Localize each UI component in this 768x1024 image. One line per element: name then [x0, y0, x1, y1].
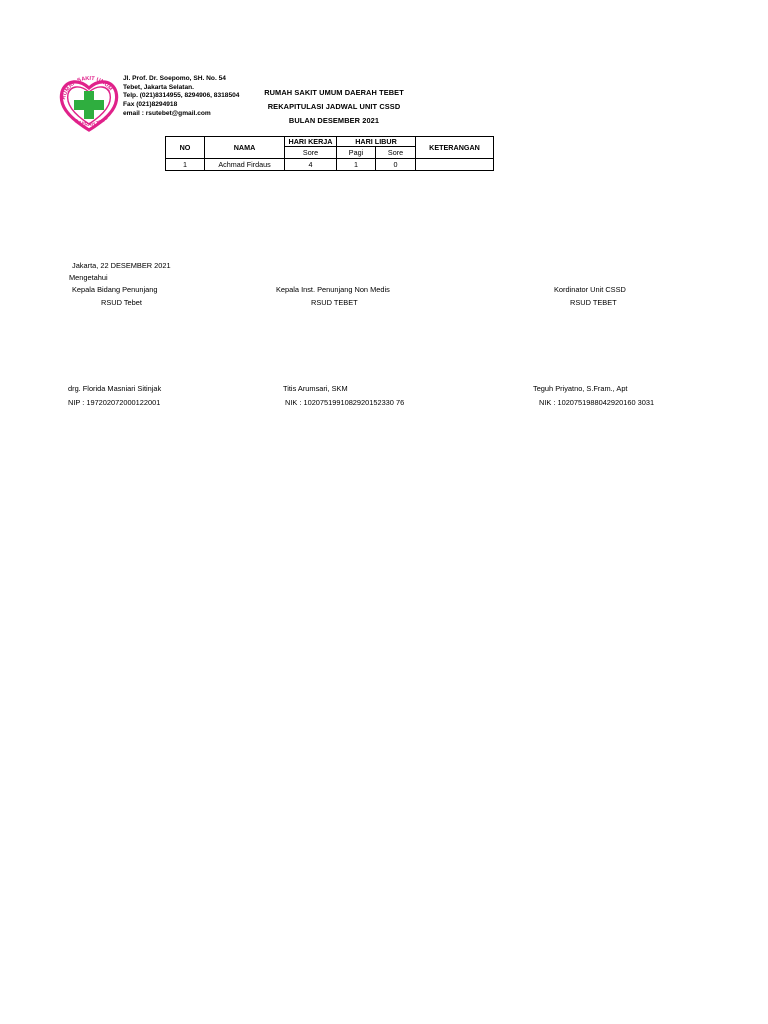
- header-nama: NAMA: [205, 137, 285, 159]
- address-line-fax: Fax (021)8294918: [123, 101, 178, 109]
- cell-nama: Achmad Firdaus: [205, 159, 285, 171]
- logo-arc-bottom: DAERAH TEBE: [73, 115, 110, 128]
- middle-signer-id: NIK : 1020751991082920152330 76: [285, 398, 405, 407]
- logo-arc-top: RUMAH SAKIT UMUM: [61, 75, 114, 101]
- address-line-street: Jl. Prof. Dr. Soepomo, SH. No. 54: [123, 75, 226, 82]
- address-line-email: email : rsutebet@gmail.com: [123, 109, 211, 117]
- subheader-kerja-sore: Sore: [285, 147, 337, 159]
- schedule-table: [165, 136, 494, 171]
- cell-libur-sore: 0: [376, 159, 416, 171]
- place-date: Jakarta, 22 DESEMBER 2021: [72, 261, 171, 270]
- table-row: [166, 159, 494, 171]
- cell-kerja-sore: 4: [285, 159, 337, 171]
- heading-hospital-name: RUMAH SAKIT UMUM DAERAH TEBET: [264, 88, 404, 97]
- heading-report-title: REKAPITULASI JADWAL UNIT CSSD: [267, 101, 401, 111]
- table-header-row: [166, 137, 494, 147]
- left-signer-title: Kepala Bidang Penunjang: [72, 285, 158, 294]
- heart-cross-logo-icon: [56, 74, 122, 134]
- address-line-city: Tebet, Jakarta Selatan.: [123, 83, 194, 91]
- middle-signer-name: Titis Arumsari, SKM: [283, 384, 348, 393]
- right-signer-unit: RSUD TEBET: [570, 298, 617, 307]
- address-line-phone: Telp. (021)8314955, 8294906, 8318504: [123, 92, 240, 100]
- cell-keterangan: [416, 159, 494, 171]
- right-signer-name: Teguh Priyatno, S.Fram., Apt: [533, 384, 628, 393]
- hospital-logo: [56, 74, 122, 134]
- subheader-libur-pagi: Pagi: [337, 147, 376, 159]
- hospital-address: [123, 75, 239, 119]
- cell-no: 1: [166, 159, 205, 171]
- left-signer-unit: RSUD Tebet: [101, 298, 142, 307]
- right-signer-id: NIK : 1020751988042920160 3031: [539, 398, 655, 407]
- cell-libur-pagi: 1: [337, 159, 376, 171]
- header-hari-kerja: HARI KERJA: [285, 137, 337, 147]
- left-signer-name: drg. Florida Masniari Sitinjak: [68, 384, 162, 393]
- heading-period: BULAN DESEMBER 2021: [288, 115, 380, 125]
- mengetahui-label: Mengetahui: [69, 273, 108, 282]
- header-keterangan: KETERANGAN: [416, 137, 494, 159]
- header-hari-libur: HARI LIBUR: [337, 137, 416, 147]
- middle-signer-title: Kepala Inst. Penunjang Non Medis: [276, 285, 390, 294]
- right-signer-title: Kordinator Unit CSSD: [554, 285, 626, 294]
- header-no: NO: [166, 137, 205, 159]
- left-signer-id: NIP : 197202072000122001: [68, 398, 161, 407]
- subheader-libur-sore: Sore: [376, 147, 416, 159]
- document-heading: [244, 86, 424, 127]
- middle-signer-unit: RSUD TEBET: [311, 298, 358, 307]
